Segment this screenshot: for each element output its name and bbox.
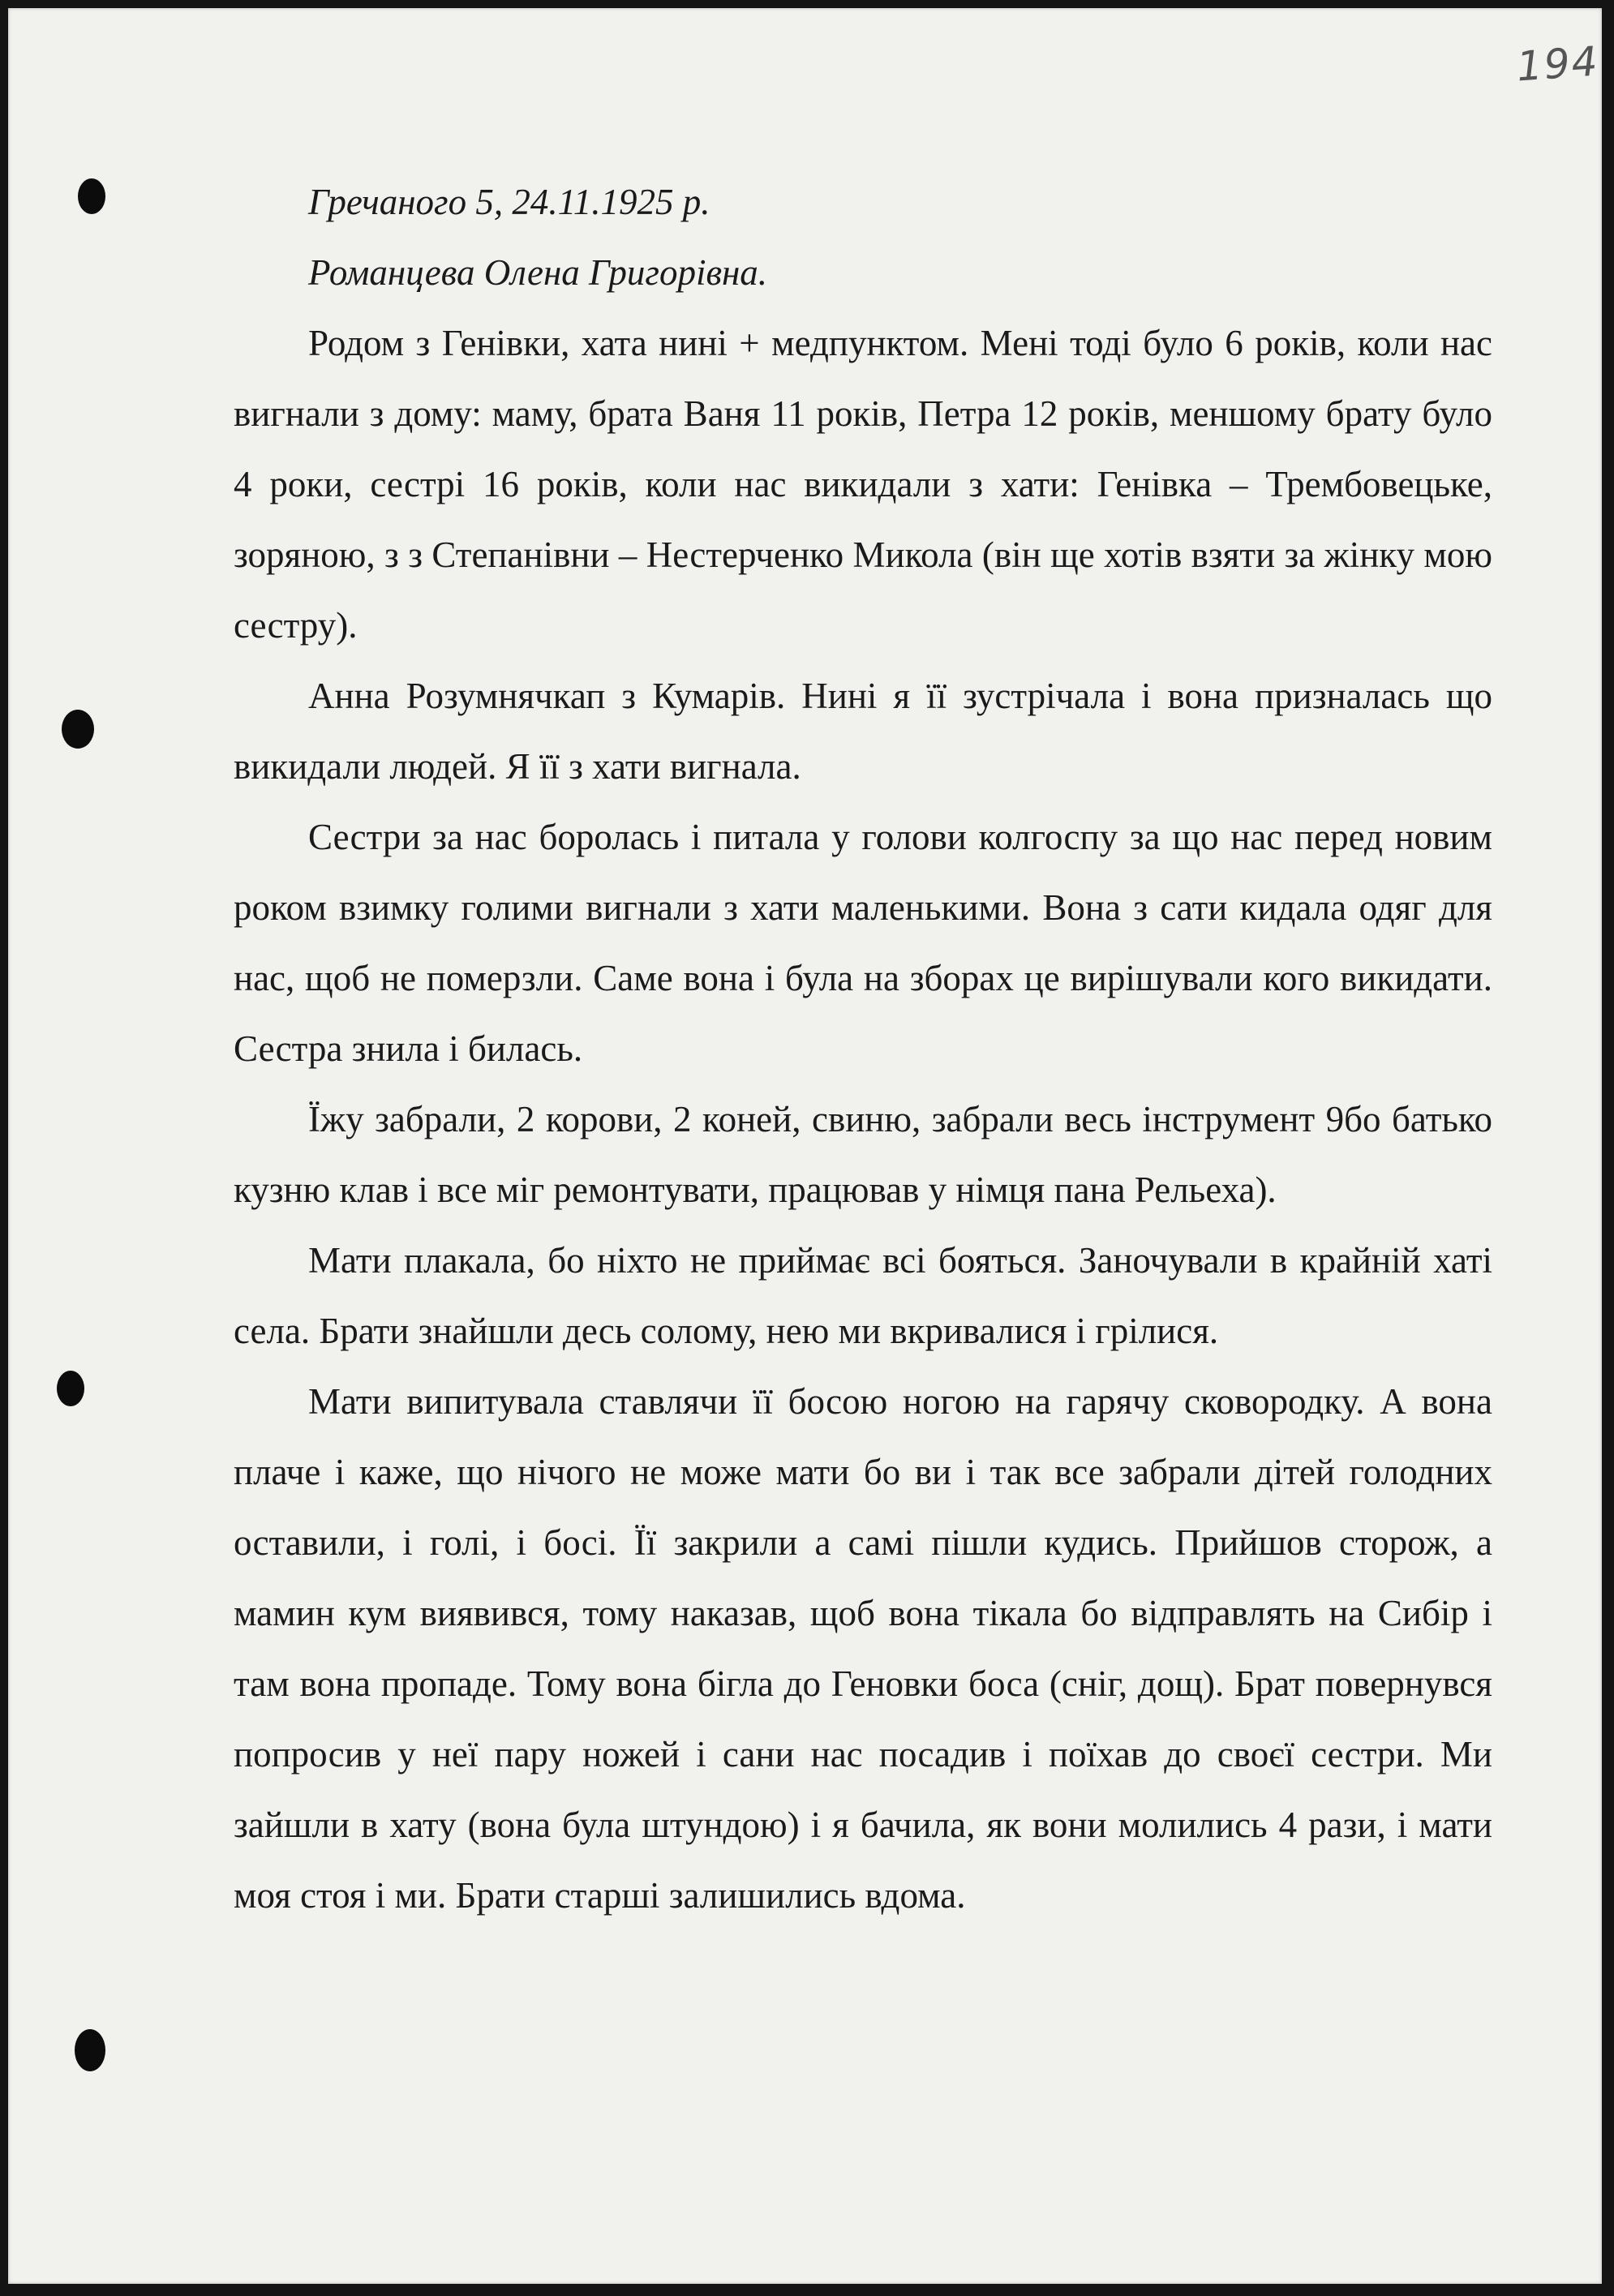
document-page (8, 8, 1602, 2284)
paragraph: Родом з Генівки, хата нині + медпунктом. Мені тоді було 6 років, коли нас вигнали з дому: маму, брата Ваня 11 років, Петра 12 років, меншому брату було 4 роки, сестрі 16 років, коли нас викидали з хати: Генівка – Трембовецьке, зоряною, з з Степанівни – Нестерченко Микола (він ще хотів взяти за жінку мою сестру). (234, 323, 1492, 646)
punch-hole (75, 2029, 105, 2071)
heading-person-name: Романцева Олена Григорівна. (308, 252, 768, 293)
paragraph: Анна Розумнячкап з Кумарів. Нині я її зустрічала і вона призналась що викидали людей. Я її з хати вигнала. (234, 676, 1492, 787)
paragraph: Їжу забрали, 2 корови, 2 коней, свиню, забрали весь інструмент 9бо батько кузню клав і все міг ремонтувати, працював у німця пана Рельеха). (234, 1099, 1492, 1210)
punch-hole (78, 178, 105, 214)
paragraph: Мати випитувала ставлячи її босою ногою на гарячу сковородку. А вона плаче і каже, що нічого не може мати бо ви і так все забрали дітей голодних оставили, і голі, і босі. Її закрили а самі пішли кудись. Прийшов сторож, а мамин кум виявився, тому наказав, щоб вона тікала бо відправлять на Сибір і там вона пропаде. Тому вона бігла до Геновки боса (сніг, дощ). Брат повернувся попросив у неї пару ножей і сани нас посадив і поїхав до своєї сестри. Ми зайшли в хату (вона була штундою) і я бачила, як вони молились 4 рази, і мати моя стоя і ми. Брати старші залишились вдома. (234, 1381, 1492, 1916)
punch-hole (57, 1371, 84, 1406)
document-body (234, 167, 1492, 1931)
paragraph: Мати плакала, бо ніхто не приймає всі бояться. Заночували в крайній хаті села. Брати знайшли десь солому, нею ми вкривалися і грілися. (234, 1240, 1492, 1351)
heading-address-date: Гречаного 5, 24.11.1925 р. (308, 182, 710, 222)
punch-hole (62, 710, 94, 749)
paragraph: Сестри за нас боролась і питала у голови колгоспу за що нас перед новим роком взимку голими вигнали з хати маленькими. Вона з сати кидала одяг для нас, щоб не померзли. Саме вона і була на зборах це вирішували кого викидати. Сестра знила і билась. (234, 817, 1492, 1069)
page-number: 194 (1515, 37, 1601, 91)
